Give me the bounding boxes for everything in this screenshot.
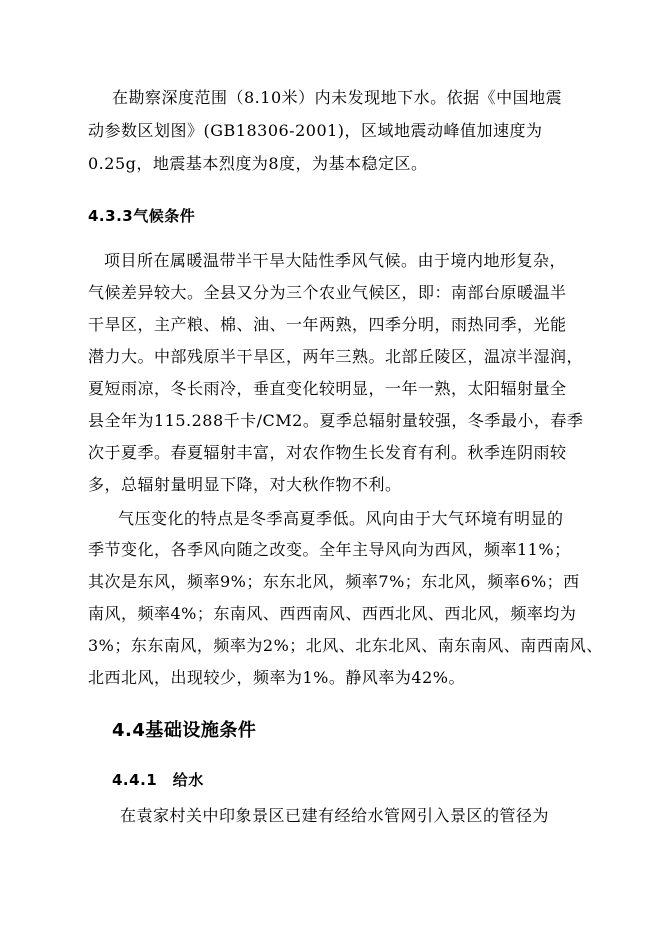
para2-line: 夏短雨凉，冬长雨冷，垂直变化较明显，一年一熟，太阳辐射量全 — [88, 379, 567, 398]
section-heading-4-3-3: 4.3.3气候条件 — [88, 207, 196, 225]
para3-line: 其次是东风，频率9%；东东北风，频率7%；东北风，频率6%；西 — [88, 572, 580, 591]
para1-line: 在勘察深度范围（8.10米）内未发现地下水。依据《中国地震 — [112, 88, 563, 107]
para2-line: 干旱区，主产粮、棉、油、一年两熟，四季分明，雨热同季，光能 — [88, 315, 567, 334]
para2-line: 多，总辐射量明显下降，对大秋作物不利。 — [88, 475, 402, 494]
section-heading-4-4: 4.4基础设施条件 — [112, 720, 257, 741]
para2-line: 潜力大。中部残原半干旱区，两年三熟。北部丘陵区，温凉半湿润， — [88, 347, 584, 366]
para1-line: 0.25g，地震基本烈度为8度，为基本稳定区。 — [88, 154, 428, 173]
section-heading-4-4-1: 4.4.1 给水 — [112, 771, 204, 789]
para3-line: 北西北风，出现较少，频率为1%。静风率为42%。 — [88, 668, 465, 687]
para3-line: 气压变化的特点是冬季高夏季低。风向由于大气环境有明显的 — [118, 509, 564, 528]
para3-line: 季节变化，各季风向随之改变。全年主导风向为西风，频率11%； — [88, 540, 571, 559]
para2-line: 次于夏季。春夏辐射丰富，对农作物生长发育有利。秋季连阴雨较 — [88, 443, 567, 462]
para2-line: 县全年为115.288千卡/CM2。夏季总辐射量较强，冬季最小，春季 — [88, 411, 584, 430]
para4-line: 在袁家村关中印象景区已建有经给水管网引入景区的管径为 — [120, 806, 550, 825]
para3-line: 3%；东东南风，频率为2%；北风、北东北风、南东南风、南西南风、 — [88, 636, 603, 655]
para2-line: 气候差异较大。全县又分为三个农业气候区，即：南部台原暖温半 — [88, 283, 567, 302]
para2-line: 项目所在属暖温带半干旱大陆性季风气候。由于境内地形复杂， — [104, 251, 567, 270]
para3-line: 南风，频率4%；东南风、西西南风、西西北风、西北风，频率均为 — [88, 604, 577, 623]
para1-line: 动参数区划图》(GB18306-2001)，区域地震动峰值加速度为 — [88, 121, 543, 140]
